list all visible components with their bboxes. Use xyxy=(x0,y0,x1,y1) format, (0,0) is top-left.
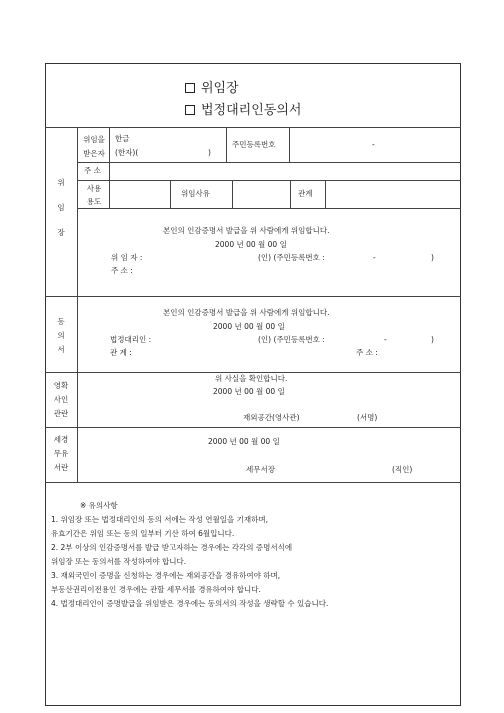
usage-field[interactable] xyxy=(112,183,167,205)
section-label-tax xyxy=(50,434,72,473)
name-hangul-field[interactable] xyxy=(140,131,220,145)
checkbox-power-of-attorney[interactable] xyxy=(185,83,195,93)
consul-signature: (서명) xyxy=(357,413,378,422)
divider-subheader-column xyxy=(109,127,110,208)
checkbox-guardian-consent[interactable] xyxy=(185,105,195,115)
note-line: 2. 2부 이상의 인감증명서를 발급 받고자하는 경우에는 각각의 증명서식에 xyxy=(51,543,293,552)
tax-official: 세무서장 xyxy=(246,465,275,474)
divider-rrn-right xyxy=(289,127,290,162)
consent-statement: 본인의 인감증명서 발급을 위 사람에게 위임합니다. xyxy=(163,308,330,317)
section-label-consent xyxy=(50,316,72,355)
consul-date: 2000 년 00 월 00 일 xyxy=(213,387,285,396)
name-hanja-label: (한자)( xyxy=(115,148,139,157)
recipient-label xyxy=(80,134,108,159)
guardian-relation-label: 관 계 : xyxy=(110,348,132,357)
relation-field[interactable] xyxy=(328,183,458,205)
title-power-of-attorney xyxy=(185,77,239,96)
section-label-char: 위 xyxy=(57,178,65,187)
usage-label xyxy=(82,183,106,207)
delegator-address-label: 주 소 : xyxy=(111,266,133,275)
section-label-line: 서란 xyxy=(53,463,69,472)
title-guardian-consent xyxy=(185,99,301,118)
guardian-rrn-dash: - xyxy=(384,335,387,344)
title-power-of-attorney-text: 위임장 xyxy=(201,81,239,96)
section-label-line: 영확 xyxy=(53,381,69,390)
divider-usage xyxy=(77,208,461,209)
delegator-rrn-dash: - xyxy=(373,253,376,262)
title-guardian-consent-text: 법정대리인동의서 xyxy=(201,103,302,118)
section-label-char: 임 xyxy=(57,203,65,212)
divider-rrn-left xyxy=(226,127,227,162)
divider-relation-left xyxy=(290,180,291,208)
recipient-label-line: 받은자 xyxy=(83,149,105,158)
delegate-statement: 본인의 인감증명서 발급을 위 사람에게 위임합니다. xyxy=(163,226,330,235)
relation-label: 관계 xyxy=(298,189,313,198)
section-label-char: 동 xyxy=(57,317,65,326)
divider-tax xyxy=(45,482,461,483)
rrn-field[interactable] xyxy=(292,130,458,160)
divider-address xyxy=(77,180,461,181)
section-label-line: 사인 xyxy=(53,395,69,404)
guardian-label: 법정대리인 : xyxy=(110,335,152,344)
usage-label-line: 사용 xyxy=(86,184,102,193)
section-label-line: 관란 xyxy=(53,409,69,418)
note-line: 4. 법정대리인이 증명발급을 위임받은 경우에는 동의서의 작성을 생략할 수 있습니다. xyxy=(51,599,329,608)
divider-label-column xyxy=(77,127,78,482)
delegator-label: 위 임 자 : xyxy=(111,253,143,262)
rrn-dash: - xyxy=(372,140,375,149)
divider-header xyxy=(45,127,461,128)
reason-label: 위임사유 xyxy=(181,189,210,198)
divider-delegate xyxy=(45,296,461,297)
recipient-label-line: 위임을 xyxy=(83,135,105,144)
divider-consent xyxy=(45,372,461,373)
notes-heading: ※ 유의사항 xyxy=(80,501,118,510)
consul-official: 재외공간(영사관) xyxy=(243,413,300,422)
note-line: 위임장 또는 동의서를 작성하여야 합니다. xyxy=(51,557,187,566)
divider-reason-right xyxy=(232,180,233,208)
address-label: 주 소 xyxy=(84,166,101,175)
note-line: 3. 재외국민이 증명을 신청하는 경우에는 재외공간을 경유하여야 하며, xyxy=(51,571,281,580)
usage-label-line: 용도 xyxy=(86,197,102,206)
delegator-rrn-close: ) xyxy=(431,253,434,262)
name-hangul-label: 한글 xyxy=(115,134,130,143)
guardian-seal-rrn: (인) (주민등록번호 : xyxy=(258,335,325,344)
guardian-rrn-close: ) xyxy=(431,335,434,344)
divider-recipient xyxy=(77,162,461,163)
consent-date: 2000 년 00 월 00 일 xyxy=(213,322,285,331)
note-line: 1. 위임장 또는 법정대리인의 동의 서에는 작성 연월일을 기재하며, xyxy=(51,515,268,524)
section-label-delegate xyxy=(50,177,72,238)
section-label-char: 서 xyxy=(57,345,65,354)
section-label-line: 세경 xyxy=(53,435,69,444)
section-label-char: 장 xyxy=(57,228,65,237)
divider-reason-left xyxy=(170,180,171,208)
tax-date: 2000 년 00 월 00 일 xyxy=(208,437,280,446)
reason-field[interactable] xyxy=(235,183,287,205)
address-field[interactable] xyxy=(112,164,458,178)
divider-relation-right xyxy=(325,180,326,208)
divider-consul xyxy=(45,427,461,428)
section-label-line: 무유 xyxy=(53,449,69,458)
note-line: 부동산권리이전용인 경우에는 관할 세무서를 경유하여야 합니다. xyxy=(51,585,261,594)
delegator-seal-rrn: (인) (주민등록번호 : xyxy=(258,253,325,262)
section-label-char: 의 xyxy=(57,331,65,340)
note-line: 유효기간은 위임 또는 동의 일부터 기산 하여 6월입니다. xyxy=(51,529,235,538)
consul-confirm: 위 사실을 확인합니다. xyxy=(215,374,288,383)
tax-seal: (직인) xyxy=(392,465,413,474)
name-hanja-close: ) xyxy=(208,148,211,157)
section-label-consul xyxy=(50,380,72,419)
rrn-label: 주민등록번호 xyxy=(232,140,276,149)
guardian-address-label: 주 소 : xyxy=(356,348,378,357)
delegate-date: 2000 년 00 월 00 일 xyxy=(215,240,287,249)
